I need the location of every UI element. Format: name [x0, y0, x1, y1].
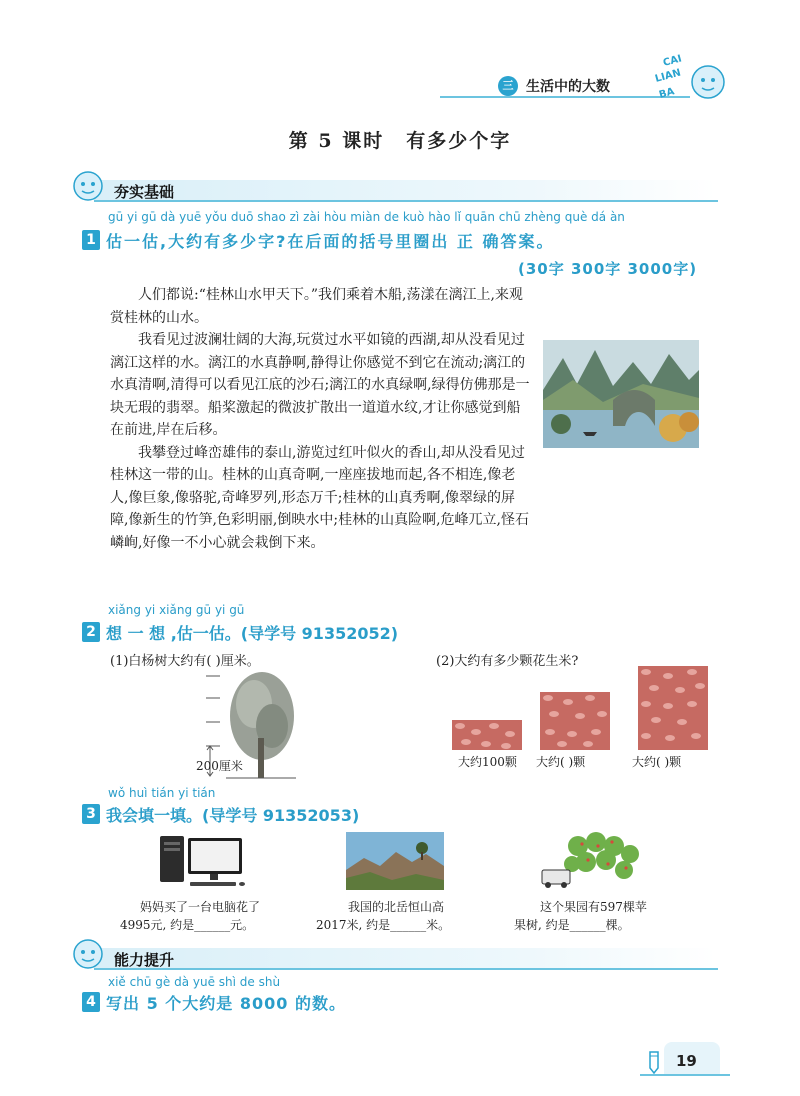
section-label: 能力提升: [114, 951, 175, 969]
q2-subquestion-2: (2)大约有多少颗花生米?: [436, 654, 579, 669]
q4-prompt: 写出 5 个大约是 8000 的数。: [106, 994, 346, 1013]
peanut-label-3: 大约( )颗: [632, 755, 682, 769]
q1-number: 1: [82, 230, 100, 250]
q4-number: 4: [82, 992, 100, 1012]
svg-text:CAI: CAI: [661, 53, 683, 69]
pencil-icon: [646, 1050, 662, 1074]
q3-pinyin: wǒ huì tián yi tián: [108, 786, 216, 800]
tree-scale-label: 200厘米: [196, 759, 243, 773]
peanut-label-1: 大约100颗: [458, 755, 517, 769]
q3-item3-line1: 这个果园有597棵苹: [540, 900, 647, 914]
q1-pinyin: gū yi gū dà yuē yǒu duō shao zì zài hòu miàn de kuò hào lǐ quān chū zhèng què dá àn: [108, 210, 625, 224]
peanut-pile-medium: [540, 692, 610, 750]
computer-image: [154, 832, 250, 890]
q3-item1-line2: 4995元, 约是______元。: [120, 918, 255, 932]
lesson-name: 有多少个字: [406, 130, 512, 152]
q3-prompt: 我会填一填。(导学号 91352053): [106, 806, 360, 825]
section-banner-basics: [78, 176, 718, 200]
passage-paragraph: 人们都说:“桂林山水甲天下。”我们乘着木船,荡漾在漓江上,来观赏桂林的山水。: [110, 287, 523, 326]
q1-prompt: 估一估,大约有多少字?在后面的括号里圈出 正 确答案。: [106, 232, 555, 251]
q2-subquestion-1: (1)白杨树大约有( )厘米。: [110, 654, 260, 669]
section-banner-advanced: [78, 944, 718, 968]
peanut-label-2: 大约( )颗: [536, 755, 586, 769]
q1-options: (30字 300字 3000字): [518, 260, 698, 278]
apple-orchard-image: [538, 830, 642, 890]
svg-text:BA: BA: [657, 86, 676, 101]
cai-lian-ba-logo: [650, 40, 730, 120]
passage-paragraph: 我攀登过峰峦雄伟的泰山,游览过红叶似火的香山,却从没看见过桂林这一带的山。桂林的山真奇啊,一座座拔地而起,各不相连,像老人,像巨象,像骆驼,奇峰罗列,形态万千;桂林的山真秀啊,像翠绿的屏障,像新生的竹笋,色彩明丽,倒映水中;桂林的山真险啊,危峰兀立,怪石嶙峋,好像一不小心就会栽倒下来。: [110, 444, 529, 551]
q1-passage: [110, 284, 530, 554]
page-number: 19: [676, 1052, 697, 1070]
q3-number: 3: [82, 804, 100, 824]
q2-pinyin: xiǎng yi xiǎng gū yi gū: [108, 603, 245, 617]
peanut-pile-small: [452, 720, 522, 750]
q3-item1-line1: 妈妈买了一台电脑花了: [140, 900, 261, 914]
passage-paragraph: 我看见过波澜壮阔的大海,玩赏过水平如镜的西湖,却从没看见过漓江这样的水。漓江的水真静啊,静得让你感觉不到它在流动;漓江的水真清啊,清得可以看见江底的沙石;漓江的水真绿啊,绿得仿佛那是一块无瑕的翡翠。船桨激起的微波扩散出一道道水纹,才让你感觉到船在前进,岸在后移。: [110, 332, 530, 438]
q3-item3-line2: 果树, 约是______棵。: [514, 918, 630, 932]
peanut-pile-large: [638, 666, 708, 750]
mascot-icon: [70, 936, 106, 972]
q2-prompt: 想 一 想 ,估一估。(导学号 91352052): [106, 624, 399, 643]
unit-number-badge: 三: [498, 76, 518, 96]
guilin-landscape-image: [543, 340, 699, 448]
section-label: 夯实基础: [114, 183, 175, 201]
q3-item2-line1: 我国的北岳恒山高: [348, 900, 445, 914]
svg-text:LIAN: LIAN: [653, 67, 683, 85]
lesson-title: [0, 126, 800, 153]
unit-title: 生活中的大数: [526, 79, 610, 95]
mascot-icon: [70, 168, 106, 204]
q4-pinyin: xiě chū gè dà yuē shì de shù: [108, 975, 281, 989]
q3-item2-line2: 2017米, 约是______米。: [316, 918, 451, 932]
lesson-number: 第 5 课时: [288, 130, 385, 152]
q2-number: 2: [82, 622, 100, 642]
hengshan-mountain-image: [346, 832, 444, 890]
footer-rule: [640, 1074, 730, 1076]
